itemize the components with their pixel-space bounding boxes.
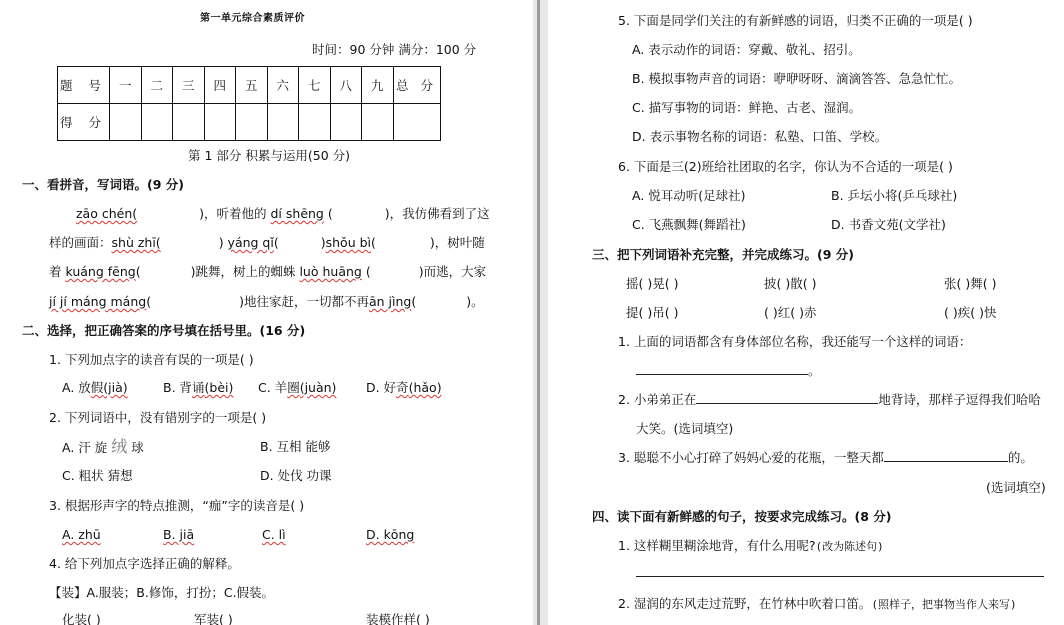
section4-title: 四、读下面有新鲜感的句子，按要求完成练习。(8 分) <box>592 509 892 524</box>
pinyin-kuang-feng: kuáng fēng <box>65 264 136 279</box>
score-input-cell[interactable] <box>173 104 205 141</box>
q2-option-a[interactable] <box>62 439 144 456</box>
q6-option-c[interactable]: C. 飞燕飘舞(舞蹈社) <box>632 217 746 232</box>
s3-word-fill[interactable]: 披( )散( ) <box>764 276 817 291</box>
pinyin-shu-zhi: shù zhī( <box>111 235 161 250</box>
text: ( <box>146 294 152 309</box>
dotted-char: 圈 <box>287 380 300 395</box>
table-cell: 六 <box>267 67 299 104</box>
text: ( <box>371 235 376 250</box>
text: )。 <box>466 294 484 309</box>
text: 2. 小弟弟正在 <box>618 392 697 407</box>
score-input-cell[interactable] <box>299 104 331 141</box>
text: A. 汗 旋 <box>62 440 108 455</box>
text: 着 <box>49 264 66 279</box>
text: 样的画面： <box>49 235 112 250</box>
table-cell: 一 <box>110 67 142 104</box>
q1-option-b[interactable] <box>163 380 233 396</box>
q6-option-d[interactable]: D. 书香文苑(文学社) <box>831 217 946 232</box>
instruction-note: (改为陈述句) <box>815 540 884 553</box>
s3-q1-answer-line[interactable] <box>636 363 821 379</box>
pinyin: (juàn) <box>299 380 337 395</box>
text: )，我仿佛看到了这 <box>384 206 490 221</box>
pinyin-ji-ji-mang-mang: jí jí máng máng <box>49 294 147 309</box>
s3-word-fill[interactable]: 提( )吊( ) <box>626 305 679 320</box>
text: 地背诗，那样子逗得我们哈哈 <box>878 392 1041 407</box>
score-input-cell[interactable] <box>362 104 394 141</box>
text: 球 <box>131 440 144 455</box>
s3-word-fill[interactable]: ( )疾( )快 <box>944 305 997 320</box>
s1-line3 <box>49 264 486 280</box>
text: )地往家赶，一切都不再 <box>239 294 369 309</box>
table-cell: 七 <box>299 67 331 104</box>
dotted-char: 奇 <box>396 380 409 395</box>
score-table-score-row <box>58 104 441 141</box>
q6-option-b[interactable]: B. 乒坛小将(乒乓球社) <box>831 188 958 203</box>
q1-option-c[interactable] <box>258 380 336 396</box>
score-input-cell[interactable] <box>141 104 173 141</box>
text: )而逃，大家 <box>418 264 487 279</box>
q4-item-1[interactable]: 化装( ) <box>62 612 101 625</box>
table-cell: 五 <box>236 67 268 104</box>
text: ) <box>218 235 228 250</box>
q3-option-d[interactable]: D. kōng <box>366 527 415 542</box>
q6-option-a[interactable]: A. 悦耳动听(足球社) <box>632 188 746 203</box>
score-input-cell[interactable] <box>236 104 268 141</box>
q2-option-b[interactable]: B. 互相 能够 <box>260 439 331 454</box>
q2-option-c[interactable]: C. 粗状 猜想 <box>62 468 133 483</box>
text: )，听着他的 <box>199 206 271 221</box>
text: ( <box>135 264 141 279</box>
text: 1. 这样糊里糊涂地背，有什么用呢? <box>618 538 816 553</box>
q4-item-3[interactable]: 装模作样( ) <box>366 612 430 625</box>
pinyin-zao-chen: zāo chén( <box>76 206 138 221</box>
score-input-cell[interactable] <box>204 104 236 141</box>
score-input-cell[interactable] <box>330 104 362 141</box>
right-page <box>548 0 1064 625</box>
answer-blank[interactable] <box>884 450 1008 462</box>
part1-title: 第 1 部分 积累与运用(50 分) <box>188 148 351 163</box>
table-cell: 总 分 <box>393 67 440 104</box>
text: 。 <box>808 363 821 378</box>
page-gutter <box>533 0 548 625</box>
pinyin-luo-huang: luò huāng <box>299 264 362 279</box>
text: 2. 湿润的东风走过荒野，在竹林中吹着口笛。 <box>618 596 872 611</box>
text: ( <box>361 264 371 279</box>
s4-question-1 <box>618 538 884 555</box>
s3-word-fill[interactable]: 张( )舞( ) <box>944 276 997 291</box>
q3-option-a[interactable]: A. zhū <box>62 527 101 542</box>
question-2: 2. 下列词语中，没有错别字的一项是( ) <box>49 410 267 425</box>
question-6: 6. 下面是三(2)班给社团取的名字，你认为不合适的一项是( ) <box>618 159 953 174</box>
s3-question-2-cont: 大笑。(选词填空) <box>636 421 734 436</box>
score-input-cell[interactable] <box>267 104 299 141</box>
answer-blank[interactable] <box>696 392 878 404</box>
s1-line1 <box>76 206 490 222</box>
table-cell: 四 <box>204 67 236 104</box>
question-5: 5. 下面是同学们关注的有新鲜感的词语，归类不正确的一项是( ) <box>618 13 973 28</box>
answer-blank[interactable] <box>636 363 808 375</box>
table-cell: 九 <box>362 67 394 104</box>
q5-option-c[interactable]: C. 描写事物的词语：鲜艳、古老、湿润。 <box>632 100 862 115</box>
s3-word-fill[interactable]: ( )红( )赤 <box>764 305 817 320</box>
q1-option-a[interactable] <box>62 380 128 396</box>
pinyin: (jià) <box>103 380 128 395</box>
text: ( <box>273 235 279 250</box>
question-1: 1. 下列加点字的读音有误的一项是( ) <box>49 352 254 367</box>
text: 的。 <box>1007 450 1033 465</box>
question-3: 3. 根据形声字的特点推测，“痂”字的读音是( ) <box>49 498 305 513</box>
s3-word-fill[interactable]: 摇( )晃( ) <box>626 276 679 291</box>
pinyin: (hǎo) <box>408 380 442 395</box>
q3-option-c[interactable]: C. lì <box>262 527 286 542</box>
s4-question-2 <box>618 596 1017 613</box>
score-table-header-row <box>58 67 441 104</box>
s1-line2 <box>49 235 485 251</box>
pinyin-shou-bi: shǒu bì <box>325 235 372 250</box>
score-input-cell[interactable] <box>110 104 142 141</box>
text: 3. 聪聪不小心打碎了妈妈心爱的花瓶，一整天都 <box>618 450 884 465</box>
dotted-char: 假 <box>90 380 104 395</box>
s4-q1-answer-line[interactable] <box>636 565 1044 581</box>
score-table <box>57 66 441 141</box>
table-cell: 三 <box>173 67 205 104</box>
text: )，树叶随 <box>429 235 485 250</box>
s1-line4 <box>49 294 484 310</box>
text: )跳舞，树上的蜘蛛 <box>190 264 300 279</box>
pinyin: (bèi) <box>204 380 234 395</box>
text: ( <box>323 206 333 221</box>
text: ( <box>411 294 417 309</box>
instruction-note: (照样子，把事物当作人来写) <box>871 598 1017 611</box>
page-divider <box>537 0 540 625</box>
text: D. 好 <box>366 380 397 395</box>
faint-char: 绒 <box>111 437 128 456</box>
s3-question-3-note: (选词填空) <box>986 480 1046 495</box>
q5-option-a[interactable]: A. 表示动作的词语：穿戴、敬礼、招引。 <box>632 42 861 57</box>
section1-title: 一、看拼音，写词语。(9 分) <box>22 177 184 192</box>
q1-option-d[interactable] <box>366 380 442 396</box>
s3-question-2 <box>618 392 1041 408</box>
table-cell: 得 分 <box>58 104 110 141</box>
table-cell: 八 <box>330 67 362 104</box>
q5-option-b[interactable]: B. 模拟事物声音的词语：咿咿呀呀、滴滴答答、急急忙忙。 <box>632 71 962 86</box>
answer-blank[interactable] <box>636 565 1044 577</box>
question-4: 4. 给下列加点字选择正确的解释。 <box>49 556 240 571</box>
q5-option-d[interactable]: D. 表示事物名称的词语：私塾、口笛、学校。 <box>632 129 888 144</box>
section3-title: 三、把下列词语补充完整，并完成练习。(9 分) <box>592 247 854 262</box>
s3-question-3 <box>618 450 1033 466</box>
pinyin-an-jing: ān jìng <box>368 294 412 309</box>
exam-title: 第一单元综合素质评价 <box>200 13 305 24</box>
q4-item-2[interactable]: 军装( ) <box>194 612 233 625</box>
q2-option-d[interactable]: D. 处伐 功课 <box>260 468 332 483</box>
q4-definition: 【装】A.服装；B.修饰，打扮；C.假装。 <box>49 585 275 600</box>
section2-title: 二、选择，把正确答案的序号填在括号里。(16 分) <box>22 323 306 338</box>
text: A. 放 <box>62 380 91 395</box>
text: B. 背 <box>163 380 193 395</box>
dotted-char: 诵 <box>192 380 205 395</box>
time-info: 时间：90 分钟 满分：100 分 <box>312 42 477 57</box>
score-input-cell[interactable] <box>393 104 440 141</box>
q3-option-b[interactable]: B. jiā <box>163 527 195 542</box>
table-cell: 二 <box>141 67 173 104</box>
table-cell: 题 号 <box>58 67 110 104</box>
pinyin-yang-qi: yáng qǐ <box>227 235 274 250</box>
text: C. 羊 <box>258 380 288 395</box>
s3-question-1: 1. 上面的词语都含有身体部位名称，我还能写一个这样的词语： <box>618 334 972 349</box>
text: ) <box>320 235 326 250</box>
pinyin-di-sheng: dí shēng <box>270 206 324 221</box>
